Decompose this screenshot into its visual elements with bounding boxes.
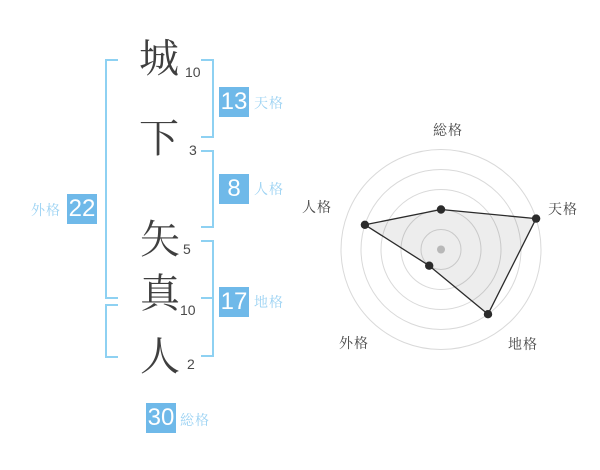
chikaku-bracket-tick — [201, 297, 213, 299]
name-character-2: 下 — [139, 117, 179, 161]
soukaku-label: 総格 — [180, 412, 210, 428]
name-character-1: 城 — [139, 37, 179, 81]
name-character-3: 矢 — [140, 218, 180, 262]
radar-data-point — [484, 310, 492, 318]
name-character-5: 人 — [140, 335, 180, 379]
tenkaku-value-box: 13 — [220, 88, 248, 115]
radar-data-point — [361, 221, 369, 229]
radar-data-point — [437, 205, 445, 213]
jinkaku-bracket — [201, 150, 214, 228]
chikaku-value-box: 17 — [220, 288, 248, 315]
jinkaku-value-box: 8 — [219, 174, 249, 204]
stroke-count-3: 5 — [183, 241, 191, 257]
radar-data-point — [532, 214, 540, 222]
radar-polygon — [365, 210, 536, 315]
radar-axis-label-chikaku: 地格 — [508, 336, 538, 352]
gaikaku-bracket-upper — [105, 59, 118, 299]
radar-axis-label-jinkaku: 人格 — [302, 199, 332, 215]
gaikaku-value-box: 22 — [68, 195, 96, 222]
stroke-count-5: 2 — [187, 356, 195, 372]
stroke-count-2: 3 — [189, 142, 197, 158]
gaikaku-bracket-lower — [105, 304, 118, 358]
chikaku-label: 地格 — [254, 294, 284, 310]
stroke-count-1: 10 — [185, 64, 201, 80]
fortune-radar-chart — [295, 115, 590, 365]
soukaku-value-box: 30 — [147, 404, 175, 431]
tenkaku-bracket — [201, 59, 214, 138]
radar-data-point — [425, 262, 433, 270]
radar-axis-label-tenkaku: 天格 — [548, 201, 578, 217]
stroke-count-4: 10 — [180, 302, 196, 318]
name-character-4: 真 — [140, 272, 180, 316]
radar-axis-label-gaikaku: 外格 — [339, 335, 369, 351]
gaikaku-label: 外格 — [31, 202, 61, 218]
radar-axis-label-soukaku: 総格 — [433, 122, 463, 138]
tenkaku-label: 天格 — [254, 95, 284, 111]
jinkaku-label: 人格 — [254, 181, 284, 197]
